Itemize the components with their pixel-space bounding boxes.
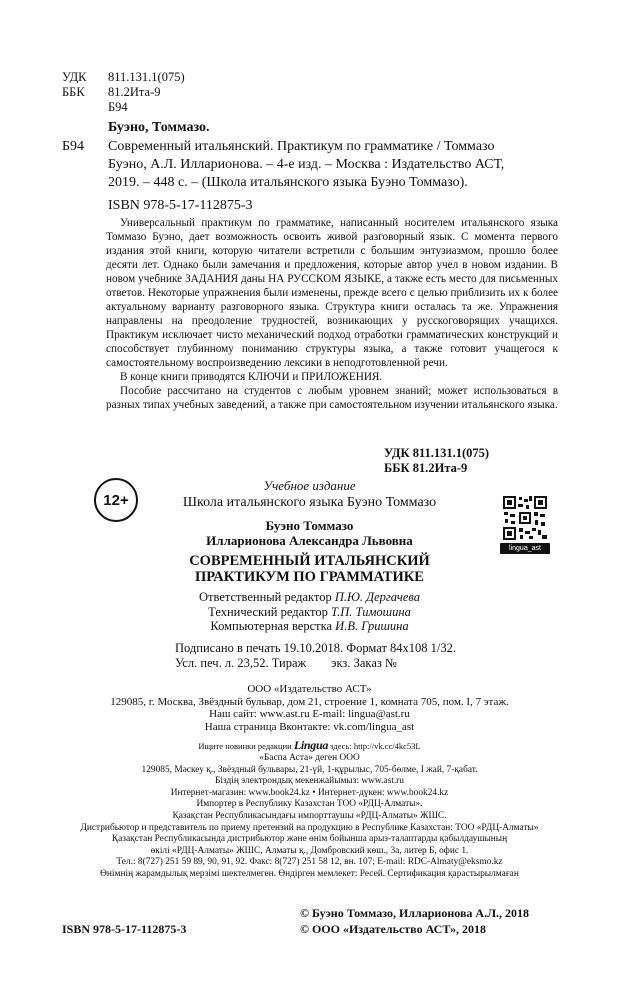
bib-line-2: Буэно, А.Л. Илларионова. – 4-е изд. – Москва : Издательство АСТ, xyxy=(108,157,505,172)
kz-line-10: Тел.: 8(727) 251 59 89, 90, 91, 92. Факс: 8(727) 251 58 12, вн. 107; E-mail: RDC-Almaty@eksmo.kz xyxy=(116,857,503,868)
print-line-1: Подписано в печать 19.10.2018. Формат 84x108 1/32. xyxy=(175,641,457,655)
new-books-link: здесь: http://vk.cc/4kc53L xyxy=(330,741,421,751)
edition-type: Учебное издание xyxy=(263,478,356,493)
kz-line-5: Импортер в Республику Казахстан ТОО «РДЦ-Алматы». xyxy=(196,799,423,810)
annotation xyxy=(106,216,558,412)
udk-value: 811.131.1(075) xyxy=(108,70,185,84)
annotation-paragraph-2: В конце книги приводятся КЛЮЧИ и ПРИЛОЖЕНИЯ. xyxy=(120,371,383,383)
new-books-prefix: Ищите новинки редакции xyxy=(198,741,292,751)
kz-line-2: 129085, Мәскеу қ., Звёздный бульвары, 21-үй, 1-құрылыс, 705-бөлме, I жай, 7-қабат. xyxy=(141,764,478,775)
kz-line-11: Өнімнің жарамдылық мерзімі шектелмеген. Өндірген мемлекет: Ресей. Сертификация қарастырылмаған xyxy=(100,868,519,879)
author-heading: Буэно, Томмазо. xyxy=(108,120,210,135)
bib-isbn: ISBN 978-5-17-112875-3 xyxy=(108,198,253,213)
copyright-publisher: © ООО «Издательство АСТ», 2018 xyxy=(300,922,487,936)
credit-layout: Компьютерная верстка И.В. Гришина xyxy=(210,619,409,633)
publisher-block xyxy=(0,683,619,733)
print-line-2: Усл. печ. л. 23,52. Тираж экз. Заказ № xyxy=(175,656,397,670)
book-title-line-2: ПРАКТИКУМ ПО ГРАММАТИКЕ xyxy=(195,569,424,585)
author-1: Буэно Томмазо xyxy=(265,518,354,533)
authors xyxy=(0,518,619,548)
publisher-vk: Наша страница Вконтакте: vk.com/lingua_ast xyxy=(204,720,415,733)
kz-block xyxy=(20,753,599,881)
bbk-bold: ББК 81.2Ита-9 xyxy=(384,461,468,475)
kz-line-7: Дистрибьютор и представитель по приему претензий на продукцию в Республике Казахстан: ТОО «РДЦ-Алматы» xyxy=(80,822,539,833)
bbk-value: 81.2Ита-9 xyxy=(108,85,161,99)
kz-line-3: Біздің электрондық мекенжайымыз: www.ast.ru xyxy=(215,776,404,787)
bib-line-1: Современный итальянский. Практикум по грамматике / Томмазо xyxy=(108,139,495,154)
footer-isbn: ISBN 978-5-17-112875-3 xyxy=(62,922,187,936)
kz-line-6: Қазақстан Республикасындағы импорттаушы «РДЦ-Алматы» ЖШС. xyxy=(172,810,447,821)
bib-line-3: 2019. – 448 с. – (Школа итальянского языка Буэно Томмазо). xyxy=(108,175,468,190)
age-rating-text: 12+ xyxy=(103,491,129,509)
annotation-paragraph-3: Пособие рассчитано на студентов с любым уровнем знаний; может использоваться в разных типах учебных заведений, а также при самостоятельном изучении итальянского языка. xyxy=(106,385,558,411)
publisher-address: 129085, г. Москва, Звёздный бульвар, дом 21, строение 1, комната 705, пом. I, 7 этаж. xyxy=(110,695,509,708)
kz-line-9: өкілі «РДЦ-Алматы» ЖШС, Алматы қ., Домбровский көш., 3а, литер Б, офис 1. xyxy=(150,845,469,856)
udk-bold: УДК 811.131.1(075) xyxy=(384,446,490,460)
new-books-line xyxy=(0,739,619,752)
bib-description xyxy=(108,138,558,192)
qr-caption: lingua_ast xyxy=(500,543,550,554)
bib-mark: Б94 xyxy=(62,139,85,154)
credit-editor: Ответственный редактор П.Ю. Дергачева xyxy=(199,590,420,604)
udk-label: УДК xyxy=(62,70,87,84)
author-2: Илларионова Александра Львовна xyxy=(206,533,413,548)
print-info xyxy=(175,641,456,671)
kz-line-4: Интернет-магазин: www.book24.kz • Интернет-дүкен: www.book24.kz xyxy=(170,787,449,798)
series-title: Школа итальянского языка Буэно Томмазо xyxy=(182,495,437,510)
kz-line-8: Қазақстан Республикасында дистрибьютор және өнім бойынша арыз-талаптарды қабылдаушының xyxy=(111,834,508,845)
kz-line-1: «Баспа Аста» деген ООО xyxy=(259,753,360,763)
annotation-paragraph-1: Универсальный практикум по грамматике, написанный носителем итальянского языка Томмазо Буэно, дает возможность освоить живой разговорный язык. С момента первого издания этой книги, которую читатели встретили с большим энтузиазмом, прошло более десяти лет. Однако были замечания и предложения, которые автор учел в новом издании. В новом учебнике ЗАДАНИЯ даны НА РУССКОМ ЯЗЫКЕ, а также есть место для письменных ответов. Некоторые упражнения были изменены, прежде всего с целью приблизить их к более актуальному варианту разговорного языка. Структура книги осталась та же. Упражнения направлены на преодоление трудностей, возникающих у русскоговорящих учащихся. Практикум исключает чисто механический подход отработки грамматических конструкций и способствует глубинному пониманию структуры языка, а также готовит учащегося к самостоятельному воспроизведению лексики в неподготовленной речи. xyxy=(106,217,558,369)
lingua-logo: Lingua xyxy=(293,738,329,752)
copyright-authors: © Буэно Томмазо, Илларионова А.Л., 2018 xyxy=(300,906,530,920)
book-title-line-1: СОВРЕМЕННЫЙ ИТАЛЬЯНСКИЙ xyxy=(189,553,430,569)
publisher-name: ООО «Издательство АСТ» xyxy=(247,683,372,695)
credits xyxy=(0,590,619,634)
book-title xyxy=(0,553,619,585)
publisher-site: Наш сайт: www.ast.ru E-mail: lingua@ast.ru xyxy=(209,708,410,720)
bbk-label: ББК xyxy=(62,85,85,99)
author-mark: Б94 xyxy=(108,100,128,114)
credit-tech-editor: Технический редактор Т.П. Тимошина xyxy=(208,604,411,619)
